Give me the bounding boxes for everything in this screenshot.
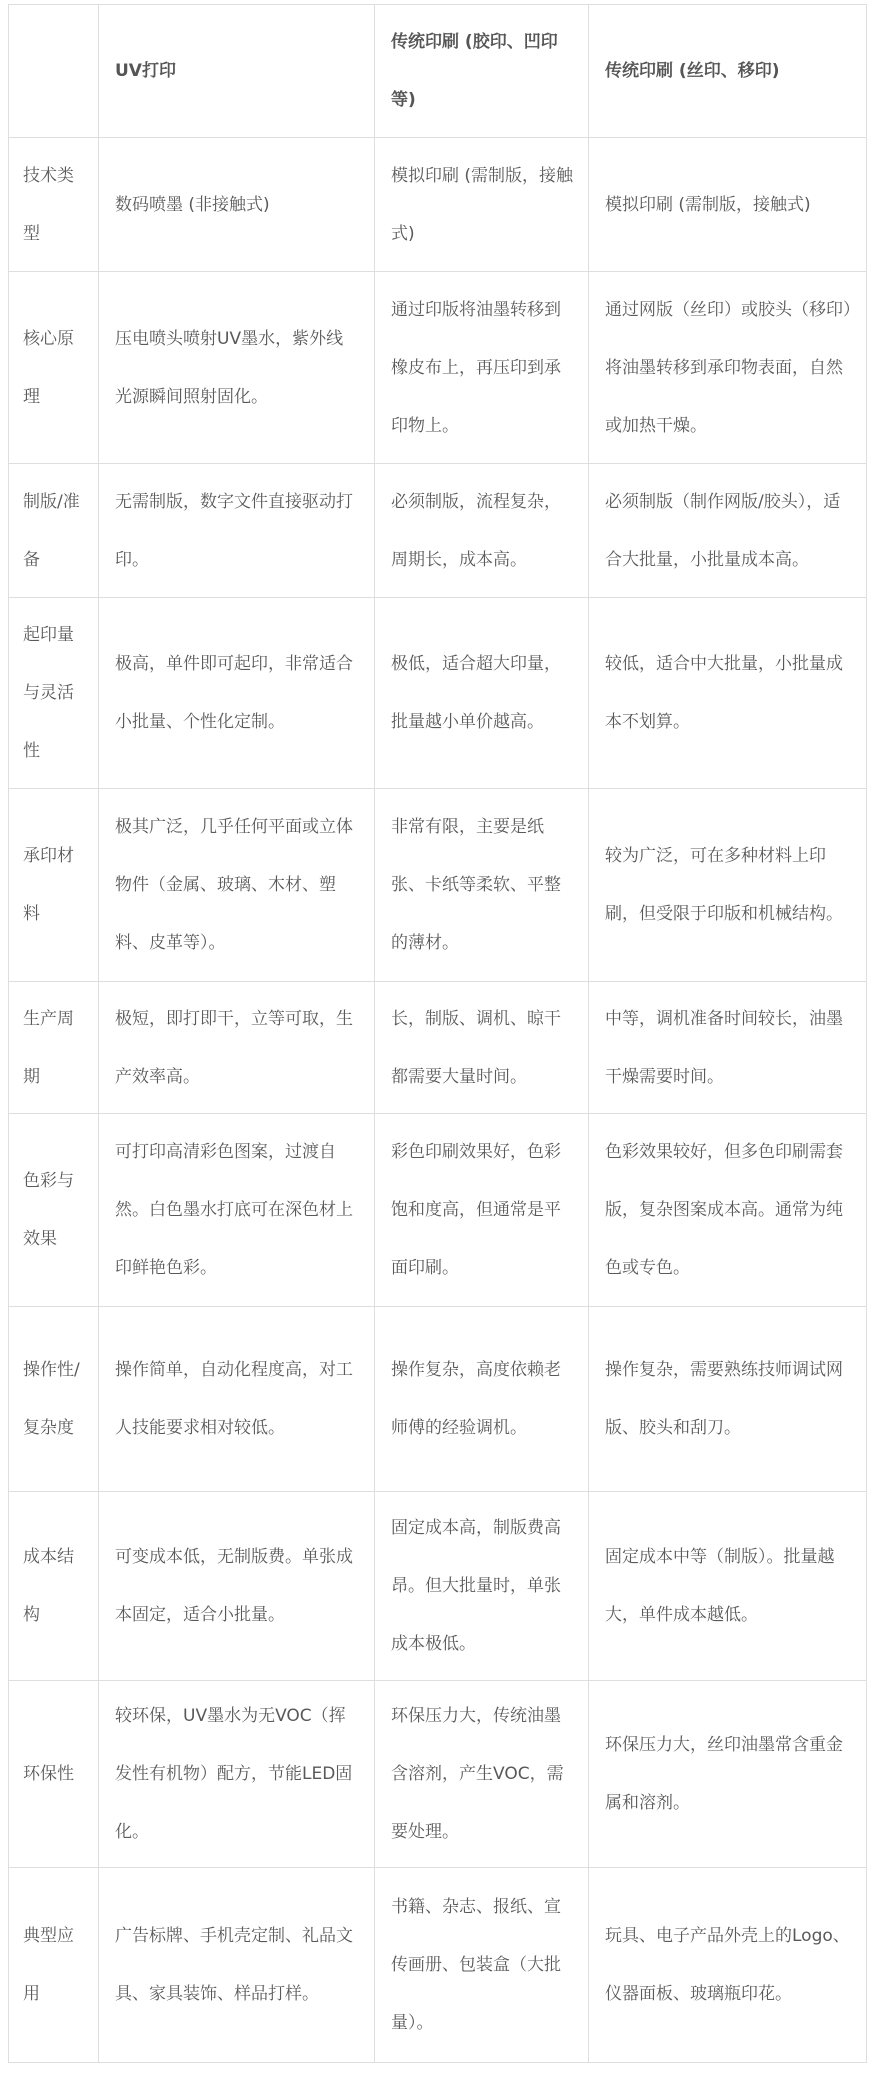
row-label: 生产周期 [9,982,99,1114]
cell-offset: 书籍、杂志、报纸、宣传画册、包装盒（大批量）。 [375,1868,589,2063]
row-label: 制版/准备 [9,464,99,598]
table-header-row [9,5,867,138]
cell-uv: 极短，即打即干，立等可取，生产效率高。 [99,982,375,1114]
cell-uv: 较环保，UV墨水为无VOC（挥发性有机物）配方，节能LED固化。 [99,1681,375,1868]
table-row [9,789,867,982]
cell-screen: 较低，适合中大批量，小批量成本不划算。 [589,598,867,789]
cell-uv: 极其广泛，几乎任何平面或立体物件（金属、玻璃、木材、塑料、皮革等）。 [99,789,375,982]
table-row [9,1681,867,1868]
table-row [9,1307,867,1492]
row-label: 起印量与灵活性 [9,598,99,789]
table-row [9,982,867,1114]
row-label: 核心原理 [9,272,99,464]
cell-offset: 极低，适合超大印量，批量越小单价越高。 [375,598,589,789]
header-empty [9,5,99,138]
cell-offset: 环保压力大，传统油墨含溶剂，产生VOC，需要处理。 [375,1681,589,1868]
cell-offset: 必须制版，流程复杂，周期长，成本高。 [375,464,589,598]
cell-uv: 可变成本低，无制版费。单张成本固定，适合小批量。 [99,1492,375,1681]
row-label: 环保性 [9,1681,99,1868]
cell-uv: 无需制版，数字文件直接驱动打印。 [99,464,375,598]
cell-uv: 广告标牌、手机壳定制、礼品文具、家具装饰、样品打样。 [99,1868,375,2063]
cell-offset: 模拟印刷 (需制版，接触式) [375,138,589,272]
cell-uv: 操作简单，自动化程度高，对工人技能要求相对较低。 [99,1307,375,1492]
row-label: 色彩与效果 [9,1114,99,1307]
table-row [9,138,867,272]
cell-offset: 彩色印刷效果好，色彩饱和度高，但通常是平面印刷。 [375,1114,589,1307]
table-row [9,598,867,789]
row-label: 承印材料 [9,789,99,982]
cell-uv: 压电喷头喷射UV墨水，紫外线光源瞬间照射固化。 [99,272,375,464]
cell-offset: 固定成本高，制版费高昂。但大批量时，单张成本极低。 [375,1492,589,1681]
table-row [9,1114,867,1307]
cell-uv: 极高，单件即可起印，非常适合小批量、个性化定制。 [99,598,375,789]
cell-screen: 环保压力大，丝印油墨常含重金属和溶剂。 [589,1681,867,1868]
table-row [9,1868,867,2063]
table-row [9,1492,867,1681]
cell-screen: 中等，调机准备时间较长，油墨干燥需要时间。 [589,982,867,1114]
row-label: 典型应用 [9,1868,99,2063]
header-uv-printing: UV打印 [99,5,375,138]
cell-screen: 较为广泛，可在多种材料上印刷，但受限于印版和机械结构。 [589,789,867,982]
cell-screen: 固定成本中等（制版）。批量越大，单件成本越低。 [589,1492,867,1681]
header-offset-printing: 传统印刷 (胶印、凹印等) [375,5,589,138]
cell-screen: 必须制版（制作网版/胶头），适合大批量，小批量成本高。 [589,464,867,598]
cell-offset: 操作复杂，高度依赖老师傅的经验调机。 [375,1307,589,1492]
cell-uv: 数码喷墨 (非接触式) [99,138,375,272]
table-row [9,464,867,598]
cell-offset: 非常有限，主要是纸张、卡纸等柔软、平整的薄材。 [375,789,589,982]
table-row [9,272,867,464]
header-screen-printing: 传统印刷 (丝印、移印) [589,5,867,138]
comparison-table [8,4,867,2063]
cell-screen: 通过网版（丝印）或胶头（移印）将油墨转移到承印物表面，自然或加热干燥。 [589,272,867,464]
cell-screen: 色彩效果较好，但多色印刷需套版，复杂图案成本高。通常为纯色或专色。 [589,1114,867,1307]
cell-screen: 操作复杂，需要熟练技师调试网版、胶头和刮刀。 [589,1307,867,1492]
row-label: 成本结构 [9,1492,99,1681]
cell-offset: 长，制版、调机、晾干都需要大量时间。 [375,982,589,1114]
row-label: 操作性/复杂度 [9,1307,99,1492]
cell-screen: 玩具、电子产品外壳上的Logo、仪器面板、玻璃瓶印花。 [589,1868,867,2063]
cell-offset: 通过印版将油墨转移到橡皮布上，再压印到承印物上。 [375,272,589,464]
cell-screen: 模拟印刷 (需制版，接触式) [589,138,867,272]
row-label: 技术类型 [9,138,99,272]
cell-uv: 可打印高清彩色图案，过渡自然。白色墨水打底可在深色材上印鲜艳色彩。 [99,1114,375,1307]
